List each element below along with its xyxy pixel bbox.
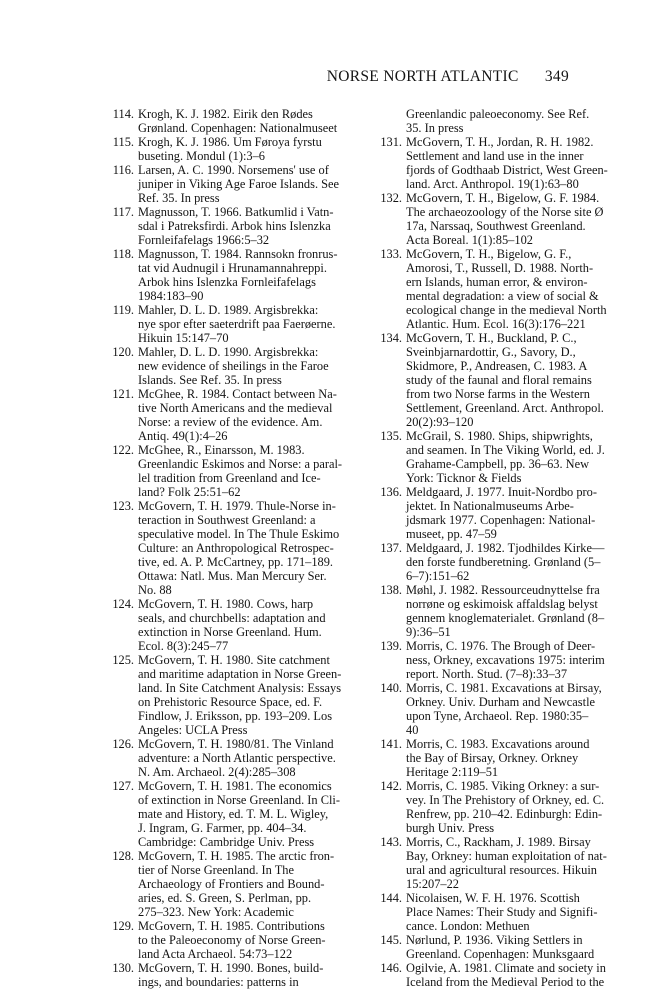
reference-line: norrøne og eskimoisk affaldslag belyst — [406, 597, 598, 611]
reference-line: McGovern, T. H. 1981. The economics — [138, 779, 332, 793]
reference-line: Place Names: Their Study and Signifi- — [406, 905, 598, 919]
reference-line: Greenland. Copenhagen: Munksgaard — [406, 947, 595, 961]
reference-line: J. Ingram, G. Farmer, pp. 404–34. — [138, 821, 307, 835]
reference-line: Morris, C. 1983. Excavations around — [406, 737, 590, 751]
reference-line: Morris, C. 1976. The Brough of Deer- — [406, 639, 596, 653]
reference-line: ness, Orkney, excavations 1975: interim — [406, 653, 605, 667]
reference-line: Magnusson, T. 1966. Batkumlid i Vatn- — [138, 205, 334, 219]
reference-entry — [112, 163, 370, 205]
reference-line: jdsmark 1977. Copenhagen: National- — [406, 513, 596, 527]
reference-entry — [380, 331, 638, 429]
reference-line: seals, and churchbells: adaptation and — [138, 611, 326, 625]
left-reference-column — [112, 107, 370, 989]
reference-line: Ref. 35. In press — [138, 191, 220, 205]
reference-line: Mahler, D. L. D. 1990. Argisbrekka: — [138, 345, 319, 359]
reference-line: Ottawa: Natl. Mus. Man Mercury Ser. — [138, 569, 327, 583]
reference-line: McGovern, T. H. 1980. Cows, harp — [138, 597, 314, 611]
reference-entry — [380, 891, 638, 933]
reference-entry — [380, 835, 638, 891]
reference-line: Larsen, A. C. 1990. Norsemens' use of — [138, 163, 329, 177]
reference-line: McGovern, T. H., Buckland, P. C., — [406, 331, 577, 345]
reference-line: Norse: a review of the evidence. Am. — [138, 415, 323, 429]
reference-line: 275–323. New York: Academic — [138, 905, 294, 919]
reference-line: aries, ed. S. Green, S. Perlman, pp. — [138, 891, 312, 905]
reference-entry — [112, 961, 370, 989]
running-title: NORSE NORTH ATLANTIC — [326, 68, 519, 85]
reference-line: Acta Boreal. 1(1):85–102 — [406, 233, 533, 247]
reference-line: Renfrew, pp. 210–42. Edinburgh: Edin- — [406, 807, 603, 821]
reference-entry — [112, 443, 370, 499]
reference-entry — [380, 107, 638, 135]
reference-line: ern Islands, human error, & environ- — [406, 275, 588, 289]
reference-entry — [380, 541, 638, 583]
reference-entry — [380, 933, 638, 961]
reference-line: The archaeozoology of the Norse site Ø — [406, 205, 604, 219]
reference-number: 133. — [380, 247, 402, 261]
reference-line: Orkney. Univ. Durham and Newcastle — [406, 695, 596, 709]
reference-line: Iceland from the Medieval Period to the — [406, 975, 605, 989]
reference-line: museet, pp. 47–59 — [406, 527, 497, 541]
reference-line: tier of Norse Greenland. In The — [138, 863, 294, 877]
reference-line: speculative model. In The Thule Eskimo — [138, 527, 340, 541]
reference-line: to the Paleoeconomy of Norse Green- — [138, 933, 326, 947]
reference-line: burgh Univ. Press — [406, 821, 495, 835]
reference-entry — [112, 345, 370, 387]
reference-entry — [380, 247, 638, 331]
reference-line: Magnusson, T. 1984. Rannsokn fronrus- — [138, 247, 338, 261]
reference-line: 17a, Narssaq, Southwest Greenland. — [406, 219, 586, 233]
reference-line: Ogilvie, A. 1981. Climate and society in — [406, 961, 606, 975]
running-header — [327, 68, 569, 86]
reference-line: mate and History, ed. T. M. L. Wigley, — [138, 807, 329, 821]
reference-line: jektet. In Nationalmuseums Arbe- — [406, 499, 574, 513]
reference-line: Heritage 2:119–51 — [406, 765, 499, 779]
reference-line: on Prehistoric Resource Space, ed. F. — [138, 695, 323, 709]
reference-entry — [112, 387, 370, 443]
reference-line: sdal i Patreksfirdi. Arbok hins Islenzka — [138, 219, 331, 233]
reference-line: Fornleifafelags 1966:5–32 — [138, 233, 270, 247]
reference-entry — [112, 849, 370, 919]
reference-entry — [380, 583, 638, 639]
reference-line: lel tradition from Greenland and Ice- — [138, 471, 321, 485]
reference-entry — [380, 429, 638, 485]
reference-line: Settlement, Greenland. Arct. Anthropol. — [406, 401, 604, 415]
reference-entry — [112, 135, 370, 163]
reference-line: Meldgaard, J. 1977. Inuit-Nordbo pro- — [406, 485, 597, 499]
reference-line: from two Norse farms in the Western — [406, 387, 590, 401]
reference-line: ecological change in the medieval North — [406, 303, 607, 317]
reference-line: Sveinbjarnardottir, G., Savory, D., — [406, 345, 576, 359]
reference-line: new evidence of sheilings in the Faroe — [138, 359, 329, 373]
reference-number: 123. — [112, 499, 134, 513]
reference-line: McGovern, T. H. 1985. The arctic fron- — [138, 849, 335, 863]
reference-number: 136. — [380, 485, 402, 499]
reference-line: McGovern, T. H. 1985. Contributions — [138, 919, 325, 933]
reference-line: McGovern, T. H., Bigelow, G. F. 1984. — [406, 191, 600, 205]
reference-line: cance. London: Methuen — [406, 919, 530, 933]
reference-line: extinction in Norse Greenland. Hum. — [138, 625, 322, 639]
reference-line: McGhee, R. 1984. Contact between Na- — [138, 387, 337, 401]
reference-line: ural and agricultural resources. Hikuin — [406, 863, 597, 877]
reference-line: McGovern, T. H. 1980. Site catchment — [138, 653, 330, 667]
reference-number: 137. — [380, 541, 402, 555]
reference-entry — [380, 681, 638, 737]
reference-number: 128. — [112, 849, 134, 863]
reference-entry — [380, 135, 638, 191]
reference-entry — [112, 779, 370, 849]
reference-number: 140. — [380, 681, 402, 695]
reference-line: McGovern, T. H. 1990. Bones, build- — [138, 961, 324, 975]
reference-number: 115. — [112, 135, 134, 149]
reference-line: tive, ed. A. P. McCartney, pp. 171–189. — [138, 555, 334, 569]
reference-line: Greenlandic paleoeconomy. See Ref. — [406, 107, 590, 121]
reference-line: fjords of Godthaab District, West Green- — [406, 163, 608, 177]
reference-line: 9):36–51 — [406, 625, 451, 639]
reference-line: study of the faunal and floral remains — [406, 373, 592, 387]
reference-line: Grahame-Campbell, pp. 36–63. New — [406, 457, 590, 471]
reference-entry — [112, 499, 370, 597]
reference-line: and seamen. In The Viking World, ed. J. — [406, 443, 605, 457]
reference-line: Mahler, D. L. D. 1989. Argisbrekka: — [138, 303, 319, 317]
reference-line: McGovern, T. H., Jordan, R. H. 1982. — [406, 135, 594, 149]
reference-number: 143. — [380, 835, 402, 849]
reference-entry — [380, 779, 638, 835]
reference-number: 119. — [112, 303, 134, 317]
reference-number: 130. — [112, 961, 134, 975]
reference-line: McGrail, S. 1980. Ships, shipwrights, — [406, 429, 593, 443]
reference-line: Archaeology of Frontiers and Bound- — [138, 877, 325, 891]
reference-entry — [380, 961, 638, 989]
reference-line: Hikuin 15:147–70 — [138, 331, 229, 345]
reference-line: 40 — [406, 723, 419, 737]
reference-line: Skidmore, P., Andreasen, C. 1983. A — [406, 359, 588, 373]
reference-line: buseting. Mondul (1):3–6 — [138, 149, 265, 163]
reference-entry — [112, 737, 370, 779]
reference-number: 117. — [112, 205, 134, 219]
reference-line: mental degradation: a view of social & — [406, 289, 599, 303]
reference-line: Nicolaisen, W. F. H. 1976. Scottish — [406, 891, 580, 905]
reference-number: 122. — [112, 443, 134, 457]
reference-line: N. Am. Archaeol. 2(4):285–308 — [138, 765, 296, 779]
reference-line: Antiq. 49(1):4–26 — [138, 429, 228, 443]
reference-number: 125. — [112, 653, 134, 667]
reference-line: McGovern, T. H., Bigelow, G. F., — [406, 247, 572, 261]
reference-line: 6–7):151–62 — [406, 569, 470, 583]
reference-line: Bay, Orkney: human exploitation of nat- — [406, 849, 607, 863]
reference-entry — [112, 303, 370, 345]
reference-line: York: Ticknor & Fields — [406, 471, 522, 485]
reference-number: 121. — [112, 387, 134, 401]
reference-number: 124. — [112, 597, 134, 611]
reference-line: 20(2):93–120 — [406, 415, 474, 429]
reference-entry — [112, 247, 370, 303]
reference-entry — [112, 653, 370, 737]
reference-line: Atlantic. Hum. Ecol. 16(3):176–221 — [406, 317, 586, 331]
reference-line: Morris, C., Rackham, J. 1989. Birsay — [406, 835, 591, 849]
reference-line: the Bay of Birsay, Orkney. Orkney — [406, 751, 579, 765]
reference-line: and maritime adaptation in Norse Green- — [138, 667, 342, 681]
reference-line: Møhl, J. 1982. Ressourceudnyttelse fra — [406, 583, 600, 597]
reference-number: 139. — [380, 639, 402, 653]
reference-line: vey. In The Prehistory of Orkney, ed. C. — [406, 793, 605, 807]
reference-line: den forste fundberetning. Grønland (5– — [406, 555, 601, 569]
reference-line: 15:207–22 — [406, 877, 460, 891]
reference-line: Ecol. 8(3):245–77 — [138, 639, 229, 653]
reference-entry — [380, 191, 638, 247]
reference-line: land? Folk 25:51–62 — [138, 485, 241, 499]
reference-number: 116. — [112, 163, 134, 177]
reference-line: gennem knoglematerialet. Grønland (8– — [406, 611, 605, 625]
reference-entry — [112, 107, 370, 135]
reference-line: report. North. Stud. (7–8):33–37 — [406, 667, 568, 681]
reference-line: nye spor efter saeterdrift paa Faerøerne. — [138, 317, 336, 331]
reference-line: Findlow, J. Eriksson, pp. 193–209. Los — [138, 709, 333, 723]
reference-line: tat vid Audnugil i Hrunamannahreppi. — [138, 261, 327, 275]
reference-entry — [380, 639, 638, 681]
reference-number: 131. — [380, 135, 402, 149]
reference-entry — [112, 205, 370, 247]
reference-line: Krogh, K. J. 1982. Eirik den Rødes — [138, 107, 313, 121]
reference-line: Amorosi, T., Russell, D. 1988. North- — [406, 261, 594, 275]
reference-number: 127. — [112, 779, 134, 793]
reference-line: land Acta Archaeol. 54:73–122 — [138, 947, 293, 961]
reference-entry — [112, 597, 370, 653]
reference-line: ings, and boundaries: patterns in — [138, 975, 299, 989]
reference-number: 120. — [112, 345, 134, 359]
reference-line: Morris, C. 1985. Viking Orkney: a sur- — [406, 779, 600, 793]
reference-line: upon Tyne, Archaeol. Rep. 1980:35– — [406, 709, 589, 723]
right-reference-column — [380, 107, 638, 989]
reference-line: Nørlund, P. 1936. Viking Settlers in — [406, 933, 583, 947]
reference-number: 118. — [112, 247, 134, 261]
reference-line: McGovern, T. H. 1979. Thule-Norse in- — [138, 499, 336, 513]
reference-line: teraction in Southwest Greenland: a — [138, 513, 316, 527]
reference-number: 126. — [112, 737, 134, 751]
reference-number: 129. — [112, 919, 134, 933]
reference-line: Angeles: UCLA Press — [138, 723, 248, 737]
reference-number: 144. — [380, 891, 402, 905]
reference-line: Meldgaard, J. 1982. Tjodhildes Kirke— — [406, 541, 605, 555]
reference-line: Settlement and land use in the inner — [406, 149, 584, 163]
reference-line: Greenlandic Eskimos and Norse: a paral- — [138, 457, 343, 471]
reference-number: 114. — [112, 107, 134, 121]
reference-number: 132. — [380, 191, 402, 205]
reference-number: 135. — [380, 429, 402, 443]
reference-line: McGhee, R., Einarsson, M. 1983. — [138, 443, 305, 457]
reference-line: Grønland. Copenhagen: Nationalmuseet — [138, 121, 338, 135]
reference-line: of extinction in Norse Greenland. In Cli- — [138, 793, 340, 807]
reference-line: 35. In press — [406, 121, 464, 135]
reference-entry — [112, 919, 370, 961]
reference-number: 142. — [380, 779, 402, 793]
reference-line: adventure: a North Atlantic perspective. — [138, 751, 336, 765]
reference-number: 146. — [380, 961, 402, 975]
reference-line: Islands. See Ref. 35. In press — [138, 373, 282, 387]
reference-line: Culture: an Anthropological Retrospec- — [138, 541, 334, 555]
reference-line: Arbok hins Islenzka Fornleifafelags — [138, 275, 316, 289]
reference-line: juniper in Viking Age Faroe Islands. See — [138, 177, 340, 191]
reference-line: tive North Americans and the medieval — [138, 401, 333, 415]
reference-number: 141. — [380, 737, 402, 751]
reference-line: Krogh, K. J. 1986. Um Føroya fyrstu — [138, 135, 322, 149]
reference-line: No. 88 — [138, 583, 172, 597]
reference-entry — [380, 485, 638, 541]
reference-line: Cambridge: Cambridge Univ. Press — [138, 835, 315, 849]
reference-number: 145. — [380, 933, 402, 947]
reference-number: 138. — [380, 583, 402, 597]
reference-line: McGovern, T. H. 1980/81. The Vinland — [138, 737, 334, 751]
reference-entry — [380, 737, 638, 779]
page-number: 349 — [544, 68, 569, 85]
reference-line: Morris, C. 1981. Excavations at Birsay, — [406, 681, 602, 695]
reference-line: 1984:183–90 — [138, 289, 204, 303]
reference-line: land. Arct. Anthropol. 19(1):63–80 — [406, 177, 579, 191]
reference-line: land. In Site Catchment Analysis: Essays — [138, 681, 342, 695]
reference-number: 134. — [380, 331, 402, 345]
